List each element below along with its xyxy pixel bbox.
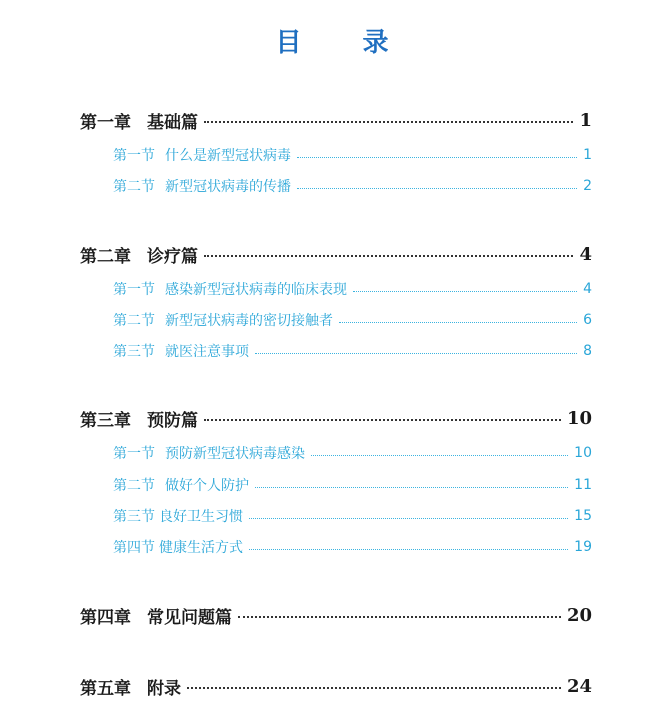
- section-number: 第一节: [113, 148, 155, 164]
- toc-chapter-5[interactable]: [80, 672, 592, 700]
- chapter-number: 第二章: [80, 246, 131, 267]
- chapter-number: 第三章: [80, 410, 131, 431]
- section-page: 1: [583, 147, 592, 163]
- chapter-title: 常见问题篇: [147, 607, 232, 628]
- dot-leader: [249, 549, 568, 550]
- dot-leader: [204, 419, 561, 421]
- section-number: 第一节: [113, 446, 155, 462]
- toc-section-1-1[interactable]: [113, 143, 592, 167]
- section-title: 感染新型冠状病毒的临床表现: [165, 282, 347, 298]
- toc-section-3-2[interactable]: [113, 473, 592, 497]
- chapter-page: 24: [566, 675, 592, 697]
- chapter-title: 预防篇: [147, 410, 198, 431]
- section-number: 第三节: [113, 509, 155, 525]
- chapter-title: 基础篇: [147, 112, 198, 133]
- chapter-page: 4: [579, 243, 592, 265]
- chapter-title: 诊疗篇: [147, 246, 198, 267]
- section-number: 第一节: [113, 282, 155, 298]
- section-number: 第四节: [113, 540, 155, 556]
- section-title: 健康生活方式: [159, 540, 243, 556]
- toc-section-3-1[interactable]: [113, 441, 592, 465]
- toc-chapter-2[interactable]: [80, 240, 592, 268]
- section-number: 第三节: [113, 344, 155, 360]
- section-page: 19: [574, 539, 592, 555]
- chapter-page: 1: [579, 109, 592, 131]
- section-title: 就医注意事项: [165, 344, 249, 360]
- page-title: 目 录: [275, 28, 415, 58]
- chapter-number: 第一章: [80, 112, 131, 133]
- dot-leader: [204, 255, 573, 257]
- dot-leader: [204, 121, 573, 123]
- chapter-page: 10: [566, 407, 592, 429]
- dot-leader: [297, 188, 577, 189]
- toc-section-3-3[interactable]: [113, 504, 592, 528]
- toc-chapter-4[interactable]: [80, 601, 592, 629]
- dot-leader: [238, 616, 561, 618]
- section-page: 8: [583, 343, 592, 359]
- dot-leader: [297, 157, 577, 158]
- section-title: 良好卫生习惯: [159, 509, 243, 525]
- chapter-title: 附录: [147, 678, 181, 699]
- section-title: 新型冠状病毒的密切接触者: [165, 313, 333, 329]
- chapter-number: 第四章: [80, 607, 131, 628]
- section-page: 10: [574, 445, 592, 461]
- dot-leader: [255, 353, 577, 354]
- section-title: 新型冠状病毒的传播: [165, 179, 291, 195]
- section-title: 做好个人防护: [165, 478, 249, 494]
- section-page: 6: [583, 312, 592, 328]
- section-page: 11: [574, 477, 592, 493]
- section-page: 2: [583, 178, 592, 194]
- section-page: 4: [583, 281, 592, 297]
- toc-section-3-4[interactable]: [113, 535, 592, 559]
- chapter-number: 第五章: [80, 678, 131, 699]
- section-number: 第二节: [113, 313, 155, 329]
- toc-chapter-1[interactable]: [80, 106, 592, 134]
- section-title: 预防新型冠状病毒感染: [165, 446, 305, 462]
- section-title: 什么是新型冠状病毒: [165, 148, 291, 164]
- toc-chapter-3[interactable]: [80, 404, 592, 432]
- dot-leader: [339, 322, 577, 323]
- toc-section-2-1[interactable]: [113, 277, 592, 301]
- section-page: 15: [574, 508, 592, 524]
- toc-section-2-3[interactable]: [113, 339, 592, 363]
- dot-leader: [187, 687, 561, 689]
- toc-section-1-2[interactable]: [113, 174, 592, 198]
- dot-leader: [249, 518, 568, 519]
- chapter-page: 20: [566, 604, 592, 626]
- dot-leader: [311, 455, 568, 456]
- toc-section-2-2[interactable]: [113, 308, 592, 332]
- section-number: 第二节: [113, 179, 155, 195]
- dot-leader: [353, 291, 577, 292]
- section-number: 第二节: [113, 478, 155, 494]
- dot-leader: [255, 487, 568, 488]
